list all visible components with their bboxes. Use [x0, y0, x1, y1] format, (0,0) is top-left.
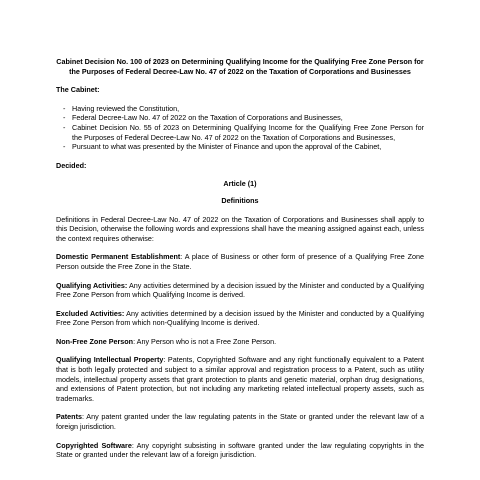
definition-term: Patents	[56, 412, 82, 422]
definition-text: : A place of Business or other form of presence of a Qualifying Free Zone Person outside the Free Zone in the State.	[56, 252, 424, 271]
definition-text: Any activities determined by a decision issued by the Minister and conducted by a Qualifying Free Zone Person from which non-Qualifying Income is derived.	[56, 308, 424, 328]
definition-term: Excluded Activities:	[56, 308, 125, 318]
definition-text: : Patents, Copyrighted Software and any right functionally equivalent to a Patent that is both legally protected and subject to a similar approval and registration process to a Patent, such as utility models, intellectual property assets that grant protection to plants and genetic material, orphan drug designations, and extensions of Patent protection, but not including any marketing related intellectual property assets, such as trademarks.	[56, 355, 424, 403]
definition-paragraph	[56, 355, 424, 403]
document-page	[56, 57, 424, 460]
document-title: Cabinet Decision No. 100 of 2023 on Determining Qualifying Income for the Qualifying Free Zone Person for the Purposes of Federal Decree-Law No. 47 of 2022 on the Taxation of Corporations and Businesses	[56, 57, 424, 76]
recital-item: - Federal Decree-Law No. 47 of 2022 on the Taxation of Corporations and Businesses,	[65, 113, 424, 123]
definition-term: Qualifying Intellectual Property	[56, 355, 164, 365]
definition-term: Domestic Permanent Establishment	[56, 252, 181, 262]
definition-paragraph	[56, 337, 424, 347]
definition-text: Any activities determined by a decision issued by the Minister and conducted by a Qualifying Free Zone Person from which Qualifying Income is derived.	[56, 280, 424, 300]
definition-paragraph	[56, 441, 424, 460]
definition-paragraph	[56, 252, 424, 271]
definition-text: : Any patent granted under the law regulating patents in the State or granted under the relevant law of a foreign jurisdiction.	[56, 412, 424, 432]
definition-paragraph	[56, 309, 424, 328]
cabinet-heading: The Cabinet:	[56, 85, 100, 95]
definition-term: Non-Free Zone Person	[56, 336, 134, 346]
definitions-intro: Definitions in Federal Decree-Law No. 47 of 2022 on the Taxation of Corporations and Businesses shall apply to this Decision, otherwise the following words and expressions shall have the meaning assigned against each, unless the context requires otherwise:	[56, 214, 424, 243]
definition-term: Qualifying Activities:	[56, 280, 128, 290]
recitals-list	[56, 104, 424, 152]
recital-item: - Cabinet Decision No. 55 of 2023 on Determining Qualifying Income for the Qualifying Free Zone Person for the Purposes of Federal Decree-Law No. 47 of 2022 on the Taxation of Corporations and Businesses,	[65, 123, 424, 142]
definition-text: : Any Person who is not a Free Zone Person.	[133, 336, 277, 346]
article-heading: Article (1)	[223, 179, 257, 189]
article-title: Definitions	[221, 195, 259, 205]
definition-term: Copyrighted Software	[56, 440, 132, 450]
decided-heading: Decided:	[56, 160, 87, 170]
definition-text: : Any copyright subsisting in software granted under the law regulating copyrights in the State or granted under the relevant law of a foreign jurisdiction.	[56, 440, 424, 460]
definition-paragraph	[56, 281, 424, 300]
recital-item: - Having reviewed the Constitution,	[65, 104, 424, 114]
definition-paragraph	[56, 412, 424, 431]
recital-item: - Pursuant to what was presented by the Minister of Finance and upon the approval of the Cabinet,	[65, 142, 424, 152]
